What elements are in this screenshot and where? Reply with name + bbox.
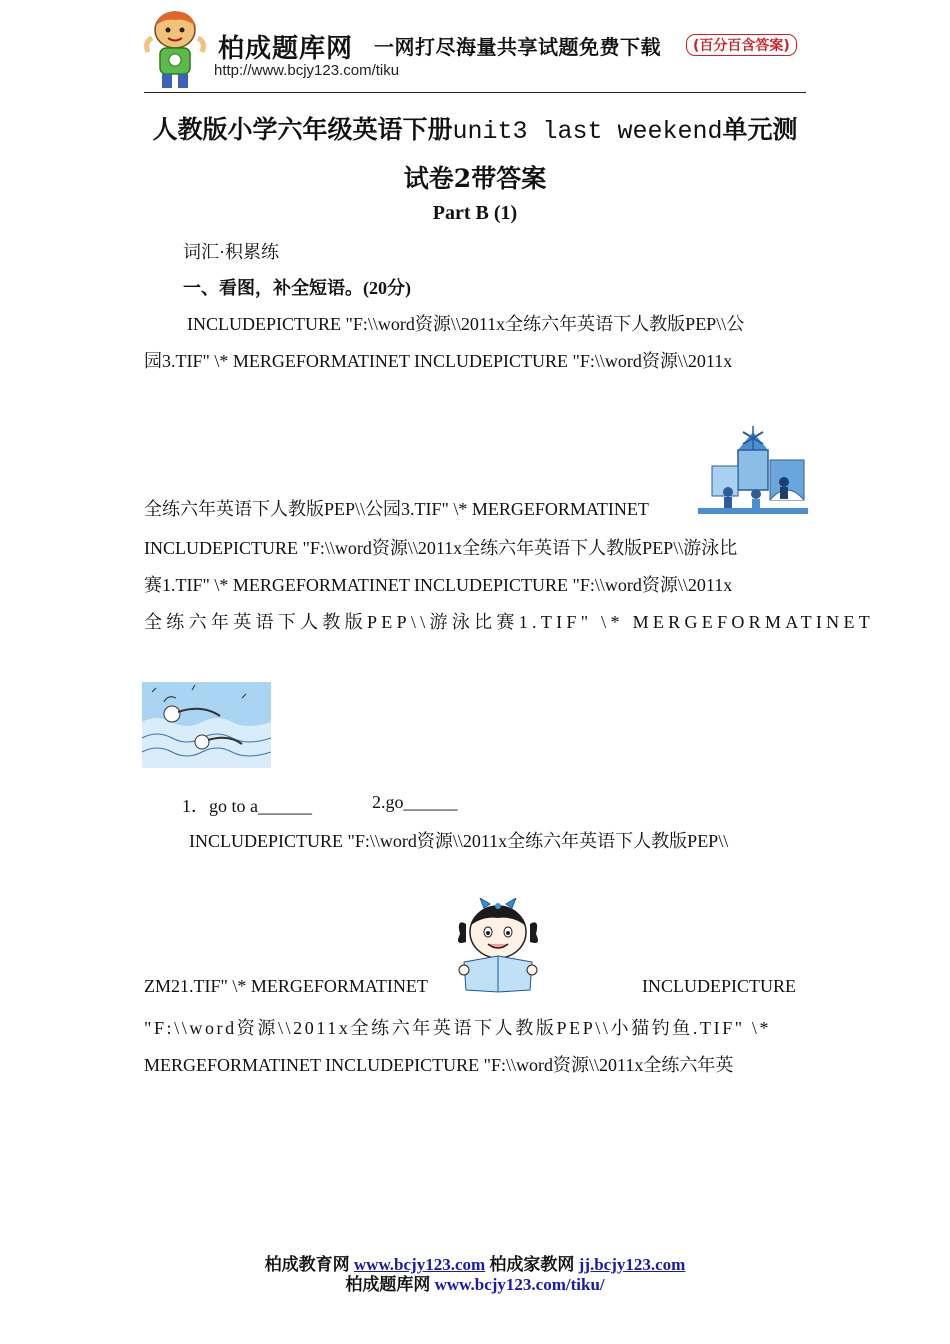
part-subtitle: Part B (1) [432,202,518,224]
field-code-line: "F:\\word资源\\2011x全练六年英语下人教版PEP\\小猫钓鱼.TIF" \* [144,1018,772,1038]
field-code-line: 全练六年英语下人教版PEP\\游泳比赛1.TIF" \* MERGEFORMATINET [144,612,875,632]
mascot-logo [142,8,208,92]
footer-link-edu[interactable]: www.bcjy123.com [353,1255,486,1274]
section-label: 词汇·积累练 [183,242,279,262]
footer-link-tutor[interactable]: jj.bcjy123.com [578,1255,686,1274]
header-url: http://www.bcjy123.com/tiku [214,62,400,79]
title-cn-b: 单元测 [722,115,798,144]
question-item-1: 1．go to a______ [182,796,312,816]
field-code-line: INCLUDEPICTURE "F:\\word资源\\2011x全练六年英语下人教版PEP\\游泳比 [144,538,738,558]
swimming-illustration [142,682,271,768]
document-title-line-2: 试卷2带答案 [403,164,547,193]
field-code-line: ZM21.TIF" \* MERGEFORMATINET [144,976,428,996]
title-cn-a: 人教版小学六年级英语下册 [152,115,453,144]
girl-reading-illustration [452,898,544,994]
footer-label-tiku: 柏成题库网 [345,1275,431,1294]
field-code-line: INCLUDEPICTURE [642,976,796,996]
question-item-2: 2.go______ [372,792,458,812]
title-en: unit3 last weekend [452,117,723,146]
footer-link-tiku[interactable]: www.bcjy123.com/tiku/ [434,1275,605,1294]
header-divider [144,92,806,93]
field-code-line: 园3.TIF" \* MERGEFORMATINET INCLUDEPICTURE "F:\\word资源\\2011x [144,351,733,371]
field-code-line: 全练六年英语下人教版PEP\\公园3.TIF" \* MERGEFORMATINET [144,499,649,519]
brand-slogan: 一网打尽海量共享试题免费下载 [374,35,661,59]
footer-line-2 [0,1270,950,1295]
brand-name: 柏成题库网 [218,34,354,64]
field-code-line: INCLUDEPICTURE "F:\\word资源\\2011x全练六年英语下人教版PEP\\公 [187,314,745,334]
field-code-line: INCLUDEPICTURE "F:\\word资源\\2011x全练六年英语下人教版PEP\\ [189,831,729,851]
field-code-line: 赛1.TIF" \* MERGEFORMATINET INCLUDEPICTURE "F:\\word资源\\2011x [144,575,733,595]
document-title-line-1 [144,110,806,146]
park-illustration [698,420,808,514]
answer-badge: (百分百含答案) [686,34,797,56]
field-code-line: MERGEFORMATINET INCLUDEPICTURE "F:\\word资源\\2011x全练六年英 [144,1055,734,1075]
question-heading: 一、看图，补全短语。(20分) [183,278,411,298]
footer-label-tutor: 柏成家教网 [489,1255,575,1274]
footer-label-edu: 柏成教育网 [264,1255,350,1274]
